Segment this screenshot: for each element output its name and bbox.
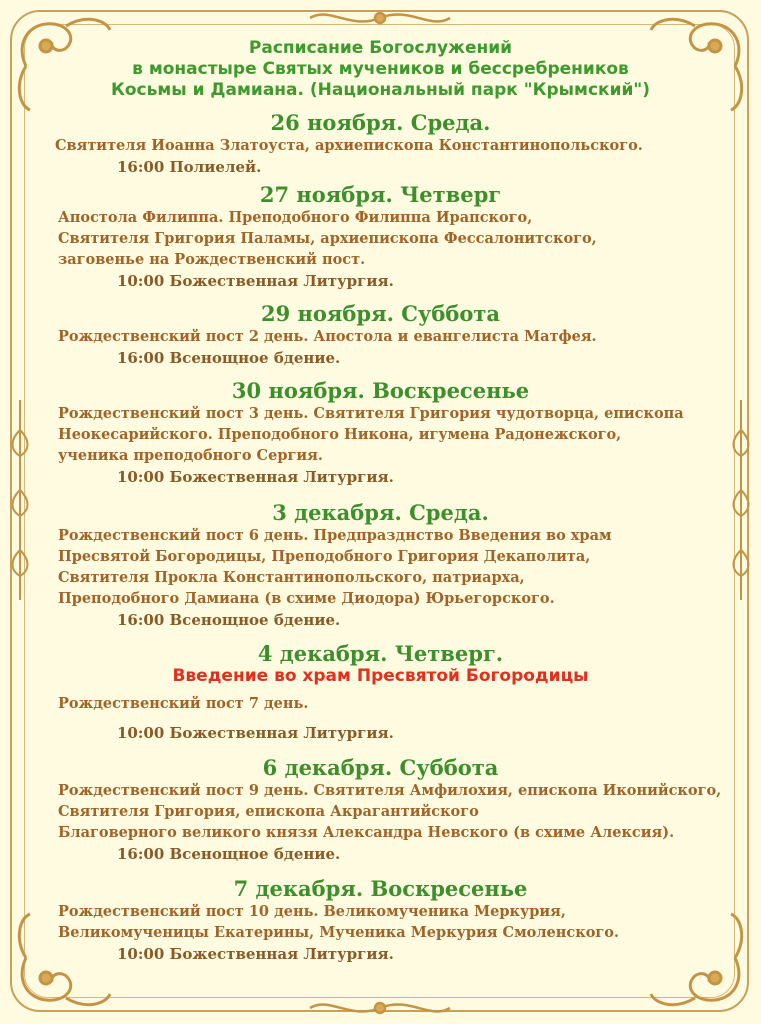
day-description: Великомученицы Екатерины, Мученика Меркурия Смоленского.	[58, 924, 619, 941]
day-description: Святителя Прокла Константинопольского, патриарха,	[58, 569, 525, 586]
header-line-1: Расписание Богослужений	[248, 38, 513, 58]
day-description: ученика преподобного Сергия.	[58, 447, 323, 464]
service-time: 16:00 Полиелей.	[117, 158, 262, 176]
day-block	[0, 755, 761, 865]
day-title: 7 декабря. Воскресенье	[233, 876, 528, 901]
day-title: 29 ноября. Суббота	[260, 301, 501, 326]
day-title: 6 декабря. Суббота	[262, 755, 499, 780]
day-description: Неокесарийского. Преподобного Никона, игумена Радонежского,	[58, 426, 622, 443]
day-description: Рождественский пост 9 день. Святителя Амфилохия, епископа Иконийского,	[58, 782, 722, 799]
day-block	[0, 301, 761, 369]
day-title: 30 ноября. Воскресенье	[231, 378, 530, 403]
day-block	[0, 876, 761, 965]
feast-title: Введение во храм Пресвятой Богородицы	[172, 666, 589, 686]
day-description: Рождественский пост 2 день. Апостола и евангелиста Матфея.	[58, 328, 597, 345]
day-title: 26 ноября. Среда.	[270, 110, 491, 135]
day-title: 4 декабря. Четверг.	[257, 641, 504, 666]
day-description: Апостола Филиппа. Преподобного Филиппа Ирапского,	[58, 209, 533, 226]
service-time: 16:00 Всенощное бдение.	[117, 611, 341, 629]
day-description: Рождественский пост 7 день.	[58, 695, 309, 712]
schedule-header	[0, 38, 761, 101]
day-description: Святителя Григория Паламы, архиепископа Фессалонитского,	[58, 230, 597, 247]
day-description: заговенье на Рождественский пост.	[58, 251, 366, 268]
day-description: Рождественский пост 10 день. Великомученика Меркурия,	[58, 903, 566, 920]
bottom-center-ornament	[300, 994, 460, 1022]
day-block	[0, 500, 761, 631]
day-description: Святителя Григория, епископа Акрагантийского	[58, 803, 479, 820]
day-block	[0, 110, 761, 178]
day-description: Рождественский пост 6 день. Предпразднство Введения во храм	[58, 527, 612, 544]
day-block	[0, 182, 761, 292]
day-block	[0, 641, 761, 744]
top-center-ornament	[300, 4, 460, 32]
service-time: 10:00 Божественная Литургия.	[117, 468, 394, 486]
service-time: 16:00 Всенощное бдение.	[117, 349, 341, 367]
day-description: Святителя Иоанна Златоуста, архиепископа Константинопольского.	[55, 137, 643, 154]
day-description: Пресвятой Богородицы, Преподобного Григория Декаполита,	[58, 548, 591, 565]
service-time: 16:00 Всенощное бдение.	[117, 845, 341, 863]
service-time: 10:00 Божественная Литургия.	[117, 272, 394, 290]
header-line-3: Косьмы и Дамиана. (Национальный парк "Крымский")	[110, 80, 651, 100]
day-title: 3 декабря. Среда.	[272, 500, 489, 525]
day-description: Рождественский пост 3 день. Святителя Григория чудотворца, епископа	[58, 405, 684, 422]
service-time: 10:00 Божественная Литургия.	[117, 945, 394, 963]
service-time: 10:00 Божественная Литургия.	[117, 724, 394, 742]
header-line-2: в монастыре Святых мучеников и бессребреников	[132, 59, 629, 79]
day-description: Благоверного великого князя Александра Невского (в схиме Алексия).	[58, 824, 675, 841]
day-description: Преподобного Дамиана (в схиме Диодора) Юрьегорского.	[58, 590, 555, 607]
day-title: 27 ноября. Четверг	[259, 182, 502, 207]
day-block	[0, 378, 761, 488]
